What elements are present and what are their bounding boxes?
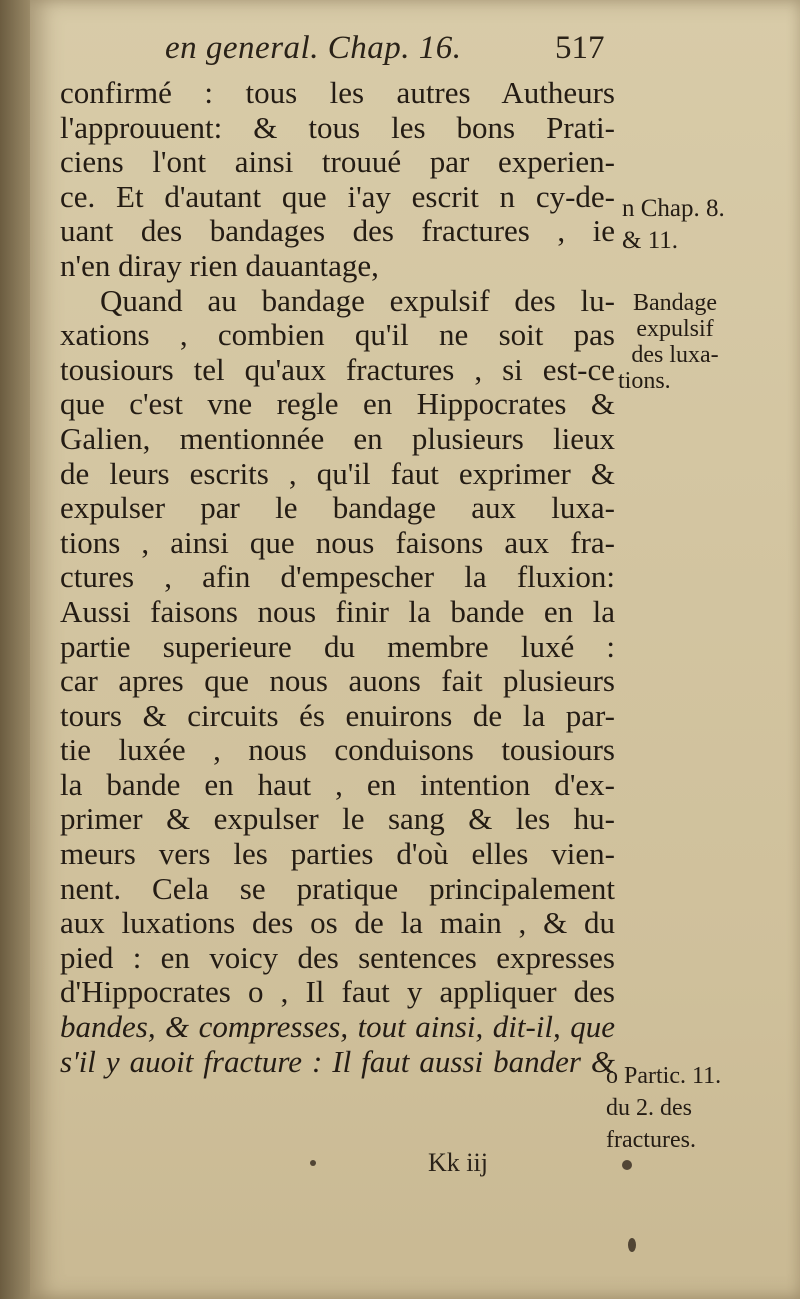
text-line: n'en diray rien dauantage,	[60, 247, 379, 283]
text-line: Galien, mentionnée en plusieurs lieux	[60, 420, 615, 456]
text-line: d'Hippocrates o , Il faut y appliquer des	[60, 974, 615, 1010]
text-line: bandes, & compresses, tout ainsi, dit-il, que	[60, 1009, 615, 1045]
ink-spot	[310, 1160, 316, 1166]
text-line: car apres que nous auons fait plusieurs	[60, 663, 615, 699]
text-line: la bande en haut , en intention d'ex-	[60, 766, 615, 802]
text-line: Aussi faisons nous finir la bande en la	[60, 593, 615, 629]
text-line: nent. Cela se pratique principalement	[60, 870, 615, 906]
margin-note-line: & 11.	[622, 227, 679, 254]
text-line: xations , combien qu'il ne soit pas	[60, 317, 615, 353]
text-line: tousiours tel qu'aux fractures , si est-ce	[60, 351, 615, 387]
page-number: 517	[555, 30, 605, 66]
margin-note-bandage	[616, 290, 734, 394]
book-gutter	[0, 0, 30, 1299]
text-line: aux luxations des os de la main , & du	[60, 905, 615, 941]
text-line: que c'est vne regle en Hippocrates &	[60, 386, 615, 422]
text-line: ciens l'ont ainsi trouué par experien-	[60, 144, 615, 180]
text-line: partie superieure du membre luxé :	[60, 628, 615, 664]
text-line: expulser par le bandage aux luxa-	[60, 490, 615, 526]
signature-mark: Kk iij	[428, 1148, 488, 1177]
text-line: uant des bandages des fractures , ie	[60, 213, 615, 249]
margin-note-line: des luxa-	[631, 342, 719, 368]
text-line: s'il y auoit fracture : Il faut aussi bander &	[60, 1043, 615, 1079]
text-line: de leurs escrits , qu'il faut exprimer &	[60, 455, 615, 491]
margin-note-line: n Chap. 8.	[622, 195, 725, 222]
text-line: ctures , afin d'empescher la fluxion:	[60, 559, 615, 595]
text-line: confirmé : tous les autres Autheurs	[60, 75, 615, 110]
ink-spot	[628, 1238, 636, 1252]
ink-spot	[622, 1160, 632, 1170]
margin-note-chapter-ref	[622, 193, 725, 257]
text-line: pied : en voicy des sentences expresses	[60, 939, 615, 975]
text-line: meurs vers les parties d'où elles vien-	[60, 836, 615, 872]
text-line: ce. Et d'autant que i'ay escrit n cy-de-	[60, 178, 615, 214]
text-line: primer & expulser le sang & les hu-	[60, 801, 615, 837]
main-text	[60, 76, 615, 1079]
margin-note-line: du 2. des	[606, 1095, 692, 1121]
text-line: tions , ainsi que nous faisons aux fra-	[60, 524, 615, 560]
margin-note-line: tions.	[618, 368, 671, 394]
margin-note-line: expulsif	[636, 316, 714, 342]
text-line: l'approuuent: & tous les bons Prati-	[60, 109, 615, 145]
text-line: Quand au bandage expulsif des lu-	[100, 282, 615, 318]
margin-note-line: fractures.	[606, 1127, 696, 1153]
text-line: tie luxée , nous conduisons tousiours	[60, 732, 615, 768]
running-title: en general. Chap. 16.	[165, 30, 462, 66]
margin-note-line: Bandage	[633, 290, 717, 316]
margin-note-line: o Partic. 11.	[606, 1063, 722, 1089]
margin-note-hippocrates-ref	[606, 1060, 721, 1156]
text-line: tours & circuits és enuirons de la par-	[60, 697, 615, 733]
